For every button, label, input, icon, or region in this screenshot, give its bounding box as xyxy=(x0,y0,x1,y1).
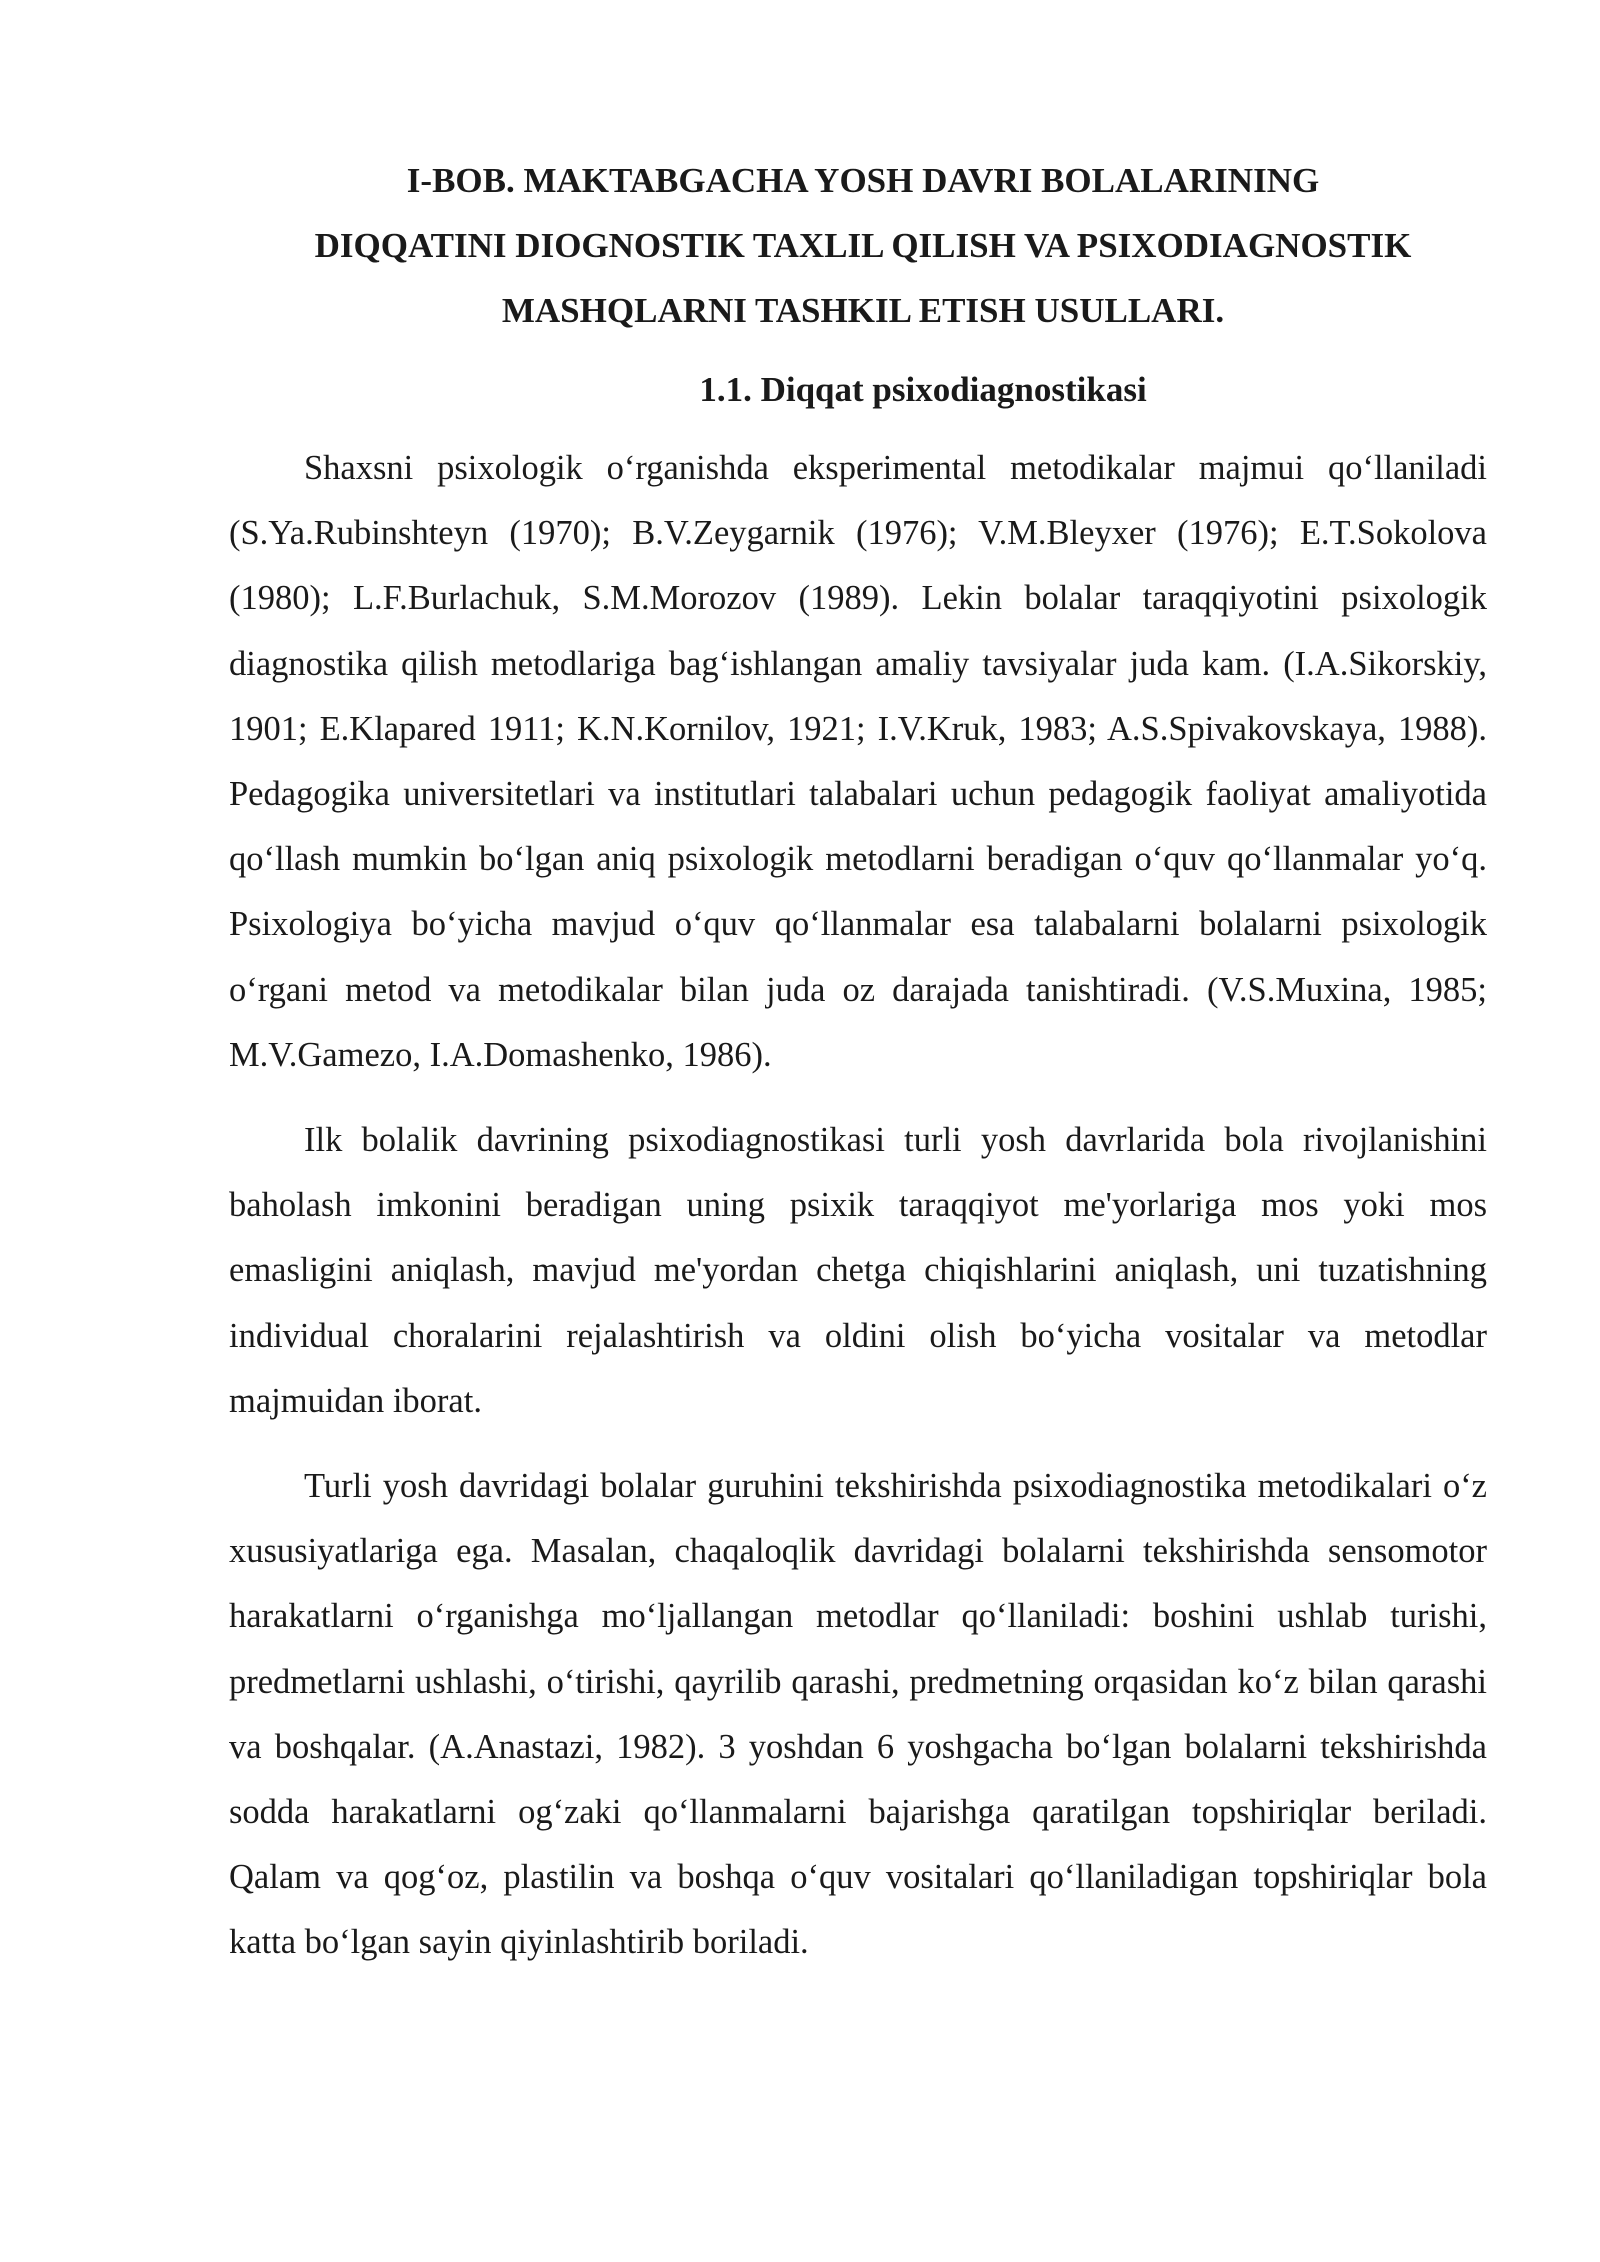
chapter-title-line-1: I-BOB. MAKTABGACHA YOSH DAVRI BOLALARINING xyxy=(406,161,1320,200)
chapter-title-line-3: MASHQLARNI TASHKIL ETISH USULLARI. xyxy=(501,291,1225,330)
paragraph-1: Shaxsni psixologik o‘rganishda eksperimental metodikalar majmui qo‘llaniladi (S.Ya.Rubinshteyn (1970); B.V.Zeygarnik (1976); V.M.Bleyxer (1976); E.T.Sokolova (1980); L.F.Burlachuk, S.M.Morozov (1989). Lekin bolalar taraqqiyotini psixologik diagnostika qilish metodlariga bag‘ishlangan amaliy tavsiyalar juda kam. (I.A.Sikorskiy, 1901; E.Klapared 1911; K.N.Kornilov, 1921; I.V.Kruk, 1983; A.S.Spivakovskaya, 1988). Pedagogika universitetlari va institutlari talabalari uchun pedagogik faoliyat amaliyotida qo‘llash mumkin bo‘lgan aniq psixologik metodlarni beradigan o‘quv qo‘llanmalar yo‘q. Psixologiya bo‘yicha mavjud o‘quv qo‘llanmalar esa talabalarni bolalarni psixologik o‘rgani metod va metodikalar bilan juda oz darajada tanishtiradi. (V.S.Muxina, 1985; M.V.Gamezo, I.A.Domashenko, 1986). xyxy=(229,449,1487,1074)
body-text xyxy=(229,436,1487,1976)
section-title: 1.1. Diqqat psixodiagnostikasi xyxy=(699,370,1147,409)
document-page xyxy=(229,148,1487,1976)
paragraph-3: Turli yosh davridagi bolalar guruhini tekshirishda psixodiagnostika metodikalari o‘z xususiyatlariga ega. Masalan, chaqaloqlik davridagi bolalarni tekshirishda sensomotor harakatlarni o‘rganishga mo‘ljallangan metodlar qo‘llaniladi: boshini ushlab turishi, predmetlarni ushlashi, o‘tirishi, qayrilib qarashi, predmetning orqasidan ko‘z bilan qarashi va boshqalar. (A.Anastazi, 1982). 3 yoshdan 6 yoshgacha bo‘lgan bolalarni tekshirishda sodda harakatlarni og‘zaki qo‘llanmalarni bajarishga qaratilgan topshiriqlar beriladi. Qalam va qog‘oz, plastilin va boshqa o‘quv vositalari qo‘llaniladigan topshiriqlar bola katta bo‘lgan sayin qiyinlashtirib boriladi. xyxy=(229,1467,1487,1962)
chapter-heading xyxy=(229,148,1487,343)
paragraph-2: Ilk bolalik davrining psixodiagnostikasi turli yosh davrlarida bola rivojlanishini baholash imkonini beradigan uning psixik taraqqiyot me'yorlariga mos yoki mos emasligini aniqlash, mavjud me'yordan chetga chiqishlarini aniqlash, uni tuzatishning individual choralarini rejalashtirish va oldini olish bo‘yicha vositalar va metodlar majmuidan iborat. xyxy=(229,1121,1487,1420)
chapter-title-line-2: DIQQATINI DIOGNOSTIK TAXLIL QILISH VA PSIXODIAGNOSTIK xyxy=(314,226,1412,265)
